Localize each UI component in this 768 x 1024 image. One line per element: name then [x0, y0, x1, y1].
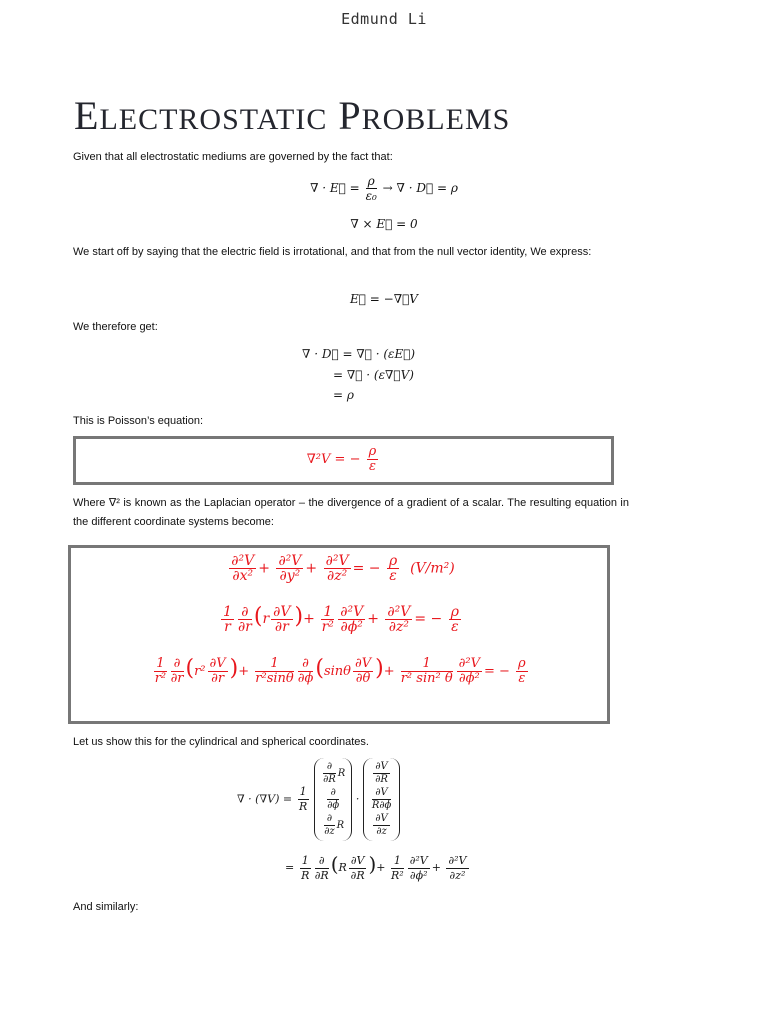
cart-t3-den: ∂z²	[326, 568, 348, 584]
grad-r3-num: ∂V	[375, 813, 388, 824]
cyl-f-num: ∂²V	[387, 603, 411, 620]
poisson-fraction	[367, 445, 379, 474]
irrotational-paragraph: We start off by saying that the electric field is irrotational, and that from the null vector identity, We express:	[73, 246, 592, 258]
sph-d-num: 1	[255, 657, 293, 672]
op-r2	[327, 787, 339, 812]
poisson-equation	[76, 445, 611, 474]
page-title	[74, 92, 510, 139]
sph-g-num: 1	[401, 657, 453, 672]
sph-c-den: ∂r	[211, 671, 225, 686]
sph-rhs-num: ρ	[518, 656, 526, 671]
res-e-den: ∂ϕ²	[409, 868, 428, 882]
cart-units: (V/m²)	[410, 560, 455, 577]
res-b	[315, 854, 329, 883]
operator-vector-row-3	[321, 813, 345, 838]
cart-t1-num: ∂²V	[231, 553, 255, 569]
sph-g	[401, 657, 453, 686]
sph-b-num: ∂	[171, 657, 184, 672]
gauss-den: ε₀	[365, 189, 377, 203]
sph-f-den: ∂θ	[355, 671, 371, 686]
sph-a-den: r²	[154, 671, 167, 686]
cyl-e-den: ∂ϕ²	[340, 618, 363, 635]
cylindrical-equation: $\frac{1}{r}$ $\frac{\partial}{\partial r}$ (r $\frac{\partial V}{\partial r}$ )+ $\frac{1}{\text{r²}}$ $\frac{\text{∂²V}}{\text{∂ϕ²}}$ + $\frac{\text{∂²V}}{\text{∂z²}}$ = − $\frac{\rho}{\varepsilon}$	[223, 603, 459, 635]
cyl-c	[271, 605, 292, 634]
cart-t3	[324, 554, 351, 583]
cart-t2	[276, 554, 303, 583]
cart-rhs-num: ρ	[388, 553, 398, 569]
sph-h	[457, 657, 482, 686]
op-r1-num: ∂	[323, 761, 336, 774]
intro-paragraph: Given that all electrostatic mediums are governed by the fact that:	[73, 151, 393, 163]
gradient-vector-row-1	[370, 761, 394, 786]
cyl-proof-frac	[298, 785, 309, 814]
cart-rhs	[387, 554, 399, 583]
similarly-paragraph: And similarly:	[73, 901, 139, 913]
div-line-1: ∇ · D⃗ = ∇⃗ · (εE⃗)	[302, 347, 416, 361]
sph-c	[208, 657, 228, 686]
poisson-num: ρ	[368, 444, 377, 459]
gradient-vector-row-2	[370, 787, 394, 812]
cyl-d-num: 1	[323, 603, 333, 620]
sph-e-num: ∂	[298, 657, 314, 672]
op-r1	[323, 761, 336, 786]
cart-t1	[229, 554, 256, 583]
operator-vector-row-2	[321, 787, 345, 812]
cart-t1-den: ∂x²	[232, 568, 254, 584]
res-f	[446, 854, 468, 883]
sph-inner2: sinθ	[323, 664, 351, 679]
cyl-b-den: ∂r	[237, 618, 252, 635]
op-r2-num: ∂	[327, 787, 339, 800]
grad-r1	[373, 761, 389, 786]
cyl-f-den: ∂z²	[388, 618, 409, 635]
gauss-right: → ∇ · D⃗ = ρ	[382, 181, 458, 195]
res-c	[349, 854, 367, 883]
res-inner: R	[338, 861, 347, 874]
res-f-num: ∂²V	[448, 853, 467, 867]
div-line-3: = ρ	[333, 388, 354, 402]
op-r3-den: ∂z	[324, 826, 335, 837]
op-r2-den: ∂ϕ	[327, 800, 340, 811]
res-e	[408, 854, 430, 883]
sph-g-den: r² sin² θ	[400, 671, 453, 686]
div-line-2: = ∇⃗ · (ε∇⃗V)	[333, 368, 414, 382]
op-r1-den: ∂R	[323, 774, 336, 785]
operator-vector	[314, 758, 352, 841]
res-b-den: ∂R	[314, 868, 329, 882]
cyl-e	[338, 605, 365, 634]
sph-h-den: ∂ϕ²	[458, 671, 480, 686]
res-a-den: R	[301, 868, 310, 882]
sph-h-num: ∂²V	[458, 656, 480, 671]
cartesian-equation: $\frac{\text{∂²V}}{\text{∂x²}}$ + $\frac{\text{∂²V}}{\text{∂y²}}$ + $\frac{\text{∂²V}}{\text{∂z²}}$ = − $\frac{\rho}{\varepsilon}$ (V/m²)	[231, 553, 455, 584]
sph-d	[255, 657, 293, 686]
sph-rhs-den: ε	[518, 671, 526, 686]
op-r3-num: ∂	[324, 813, 334, 826]
poisson-left: ∇²V = −	[306, 452, 361, 467]
gauss-fraction	[366, 174, 377, 203]
cyl-c-num: ∂V	[273, 603, 291, 620]
cyl-b-num: ∂	[238, 605, 252, 620]
cyl-proof-frac-den: R	[298, 800, 308, 813]
cyl-d	[321, 605, 334, 634]
gauss-num: ρ	[366, 174, 377, 189]
res-d	[391, 854, 404, 883]
op-r3-post: R	[336, 820, 345, 831]
res-a	[300, 854, 311, 883]
grad-r1-den: ∂R	[375, 774, 388, 785]
sph-e	[298, 657, 314, 686]
res-c-den: ∂R	[350, 868, 365, 882]
res-e-num: ∂²V	[409, 853, 428, 867]
sph-b-den: ∂r	[170, 671, 184, 686]
therefore-paragraph: We therefore get:	[73, 321, 158, 333]
cyl-rhs-num: ρ	[450, 603, 459, 620]
cyl-d-den: r²	[321, 618, 334, 635]
sph-a	[154, 657, 166, 686]
grad-r3	[373, 813, 389, 838]
curl-equation: ∇ × E⃗ = 0	[350, 217, 418, 231]
cyl-a-num: 1	[223, 603, 232, 620]
cyl-a-den: r	[224, 618, 231, 635]
poisson-box	[73, 436, 614, 485]
grad-r2	[372, 787, 392, 812]
res-c-num: ∂V	[350, 853, 365, 867]
res-d-den: R²	[390, 868, 404, 882]
cart-t3-num: ∂²V	[325, 553, 349, 569]
res-f-den: ∂z²	[449, 868, 466, 882]
grad-r3-den: ∂z	[376, 826, 387, 837]
gradient-vector-row-3	[370, 813, 394, 838]
show-paragraph: Let us show this for the cylindrical and spherical coordinates.	[73, 736, 369, 748]
res-b-num: ∂	[315, 854, 329, 869]
sph-rhs	[516, 657, 528, 686]
cyl-proof-result: = $\frac{1}{R}$ $\frac{\partial}{\partial R}$ (R $\frac{\partial V}{\partial R}$ )+ $\frac{1}{\text{R²}}$ $\frac{\text{∂²V}}{\text{∂ϕ²}}$ + $\frac{\text{∂²V}}{\text{∂z²}}$	[285, 852, 467, 882]
cyl-rhs	[449, 605, 461, 634]
res-d-num: 1	[391, 854, 404, 869]
operator-vector-row-1	[321, 761, 345, 786]
cart-rhs-den: ε	[389, 568, 397, 584]
cyl-c-den: ∂r	[274, 618, 289, 635]
sph-b	[171, 657, 184, 686]
sph-f	[353, 657, 373, 686]
cyl-f	[385, 605, 412, 634]
cyl-inner: r	[262, 611, 270, 627]
field-equation: E⃗ = −∇⃗V	[350, 292, 418, 306]
cyl-e-num: ∂²V	[340, 603, 364, 620]
res-a-num: 1	[301, 853, 309, 867]
gradient-vector	[363, 758, 401, 841]
cyl-proof-line1: ∇ · (∇V) = $\frac{1}{R}$ $\frac{\partial}{\partial R}$ R $\frac{\partial}{\partial\phi}$ $\frac{\partial}{\partial z}$ R · $\frac{\partial V}{\partial R}$ $\frac{\partial V}{R\partial\phi}$ $\frac{\partial V}{\partial z}$	[237, 758, 400, 841]
cyl-a	[221, 605, 234, 634]
laplacian-box	[68, 545, 610, 724]
cart-t2-den: ∂y²	[279, 568, 301, 584]
op-r3	[324, 813, 334, 838]
cyl-b	[238, 605, 252, 634]
sph-d-den: r²sinθ	[255, 671, 294, 686]
poisson-den: ε	[368, 459, 376, 474]
page-title-text: ELECTROSTATIC PROBLEMS	[74, 93, 511, 138]
sph-e-den: ∂ϕ	[297, 671, 314, 686]
laplacian-paragraph: Where ∇² is known as the Laplacian operator – the divergence of a gradient of a scalar. The resulting equation in the different coordinate systems become:	[73, 497, 629, 528]
gauss-equation	[0, 174, 768, 203]
cart-t2-num: ∂²V	[278, 553, 302, 569]
cyl-proof-frac-num: 1	[299, 785, 307, 798]
sph-a-num: 1	[156, 656, 165, 671]
sph-inner: r²	[194, 664, 206, 679]
grad-r2-num: ∂V	[372, 787, 392, 800]
spherical-equation: $\frac{1}{\text{r²}}$ $\frac{\partial}{\partial r}$ (r² $\frac{\partial V}{\partial r}$ )+ $\frac{1}{\text{r²sinθ}}$ $\frac{\partial}{\partial\phi}$ (sinθ $\frac{\partial V}{\partial\theta}$ )+ $\frac{1}{\text{r² sin² θ}}$ $\frac{\text{∂²V}}{\text{∂ϕ²}}$ = − $\frac{\rho}{\varepsilon}$	[154, 656, 526, 686]
poisson-paragraph: This is Poisson’s equation:	[73, 415, 204, 427]
sph-c-num: ∂V	[209, 656, 226, 671]
cyl-rhs-den: ε	[451, 618, 459, 635]
cyl-proof-lhs: ∇ · (∇V) =	[237, 792, 293, 806]
gauss-left: ∇ · E⃗ =	[310, 181, 360, 195]
grad-r1-num: ∂V	[375, 761, 388, 772]
op-r1-post: R	[337, 768, 346, 779]
sph-f-num: ∂V	[354, 656, 372, 671]
grad-r2-den: R∂ϕ	[371, 800, 392, 811]
author-header: Edmund Li	[341, 10, 427, 28]
